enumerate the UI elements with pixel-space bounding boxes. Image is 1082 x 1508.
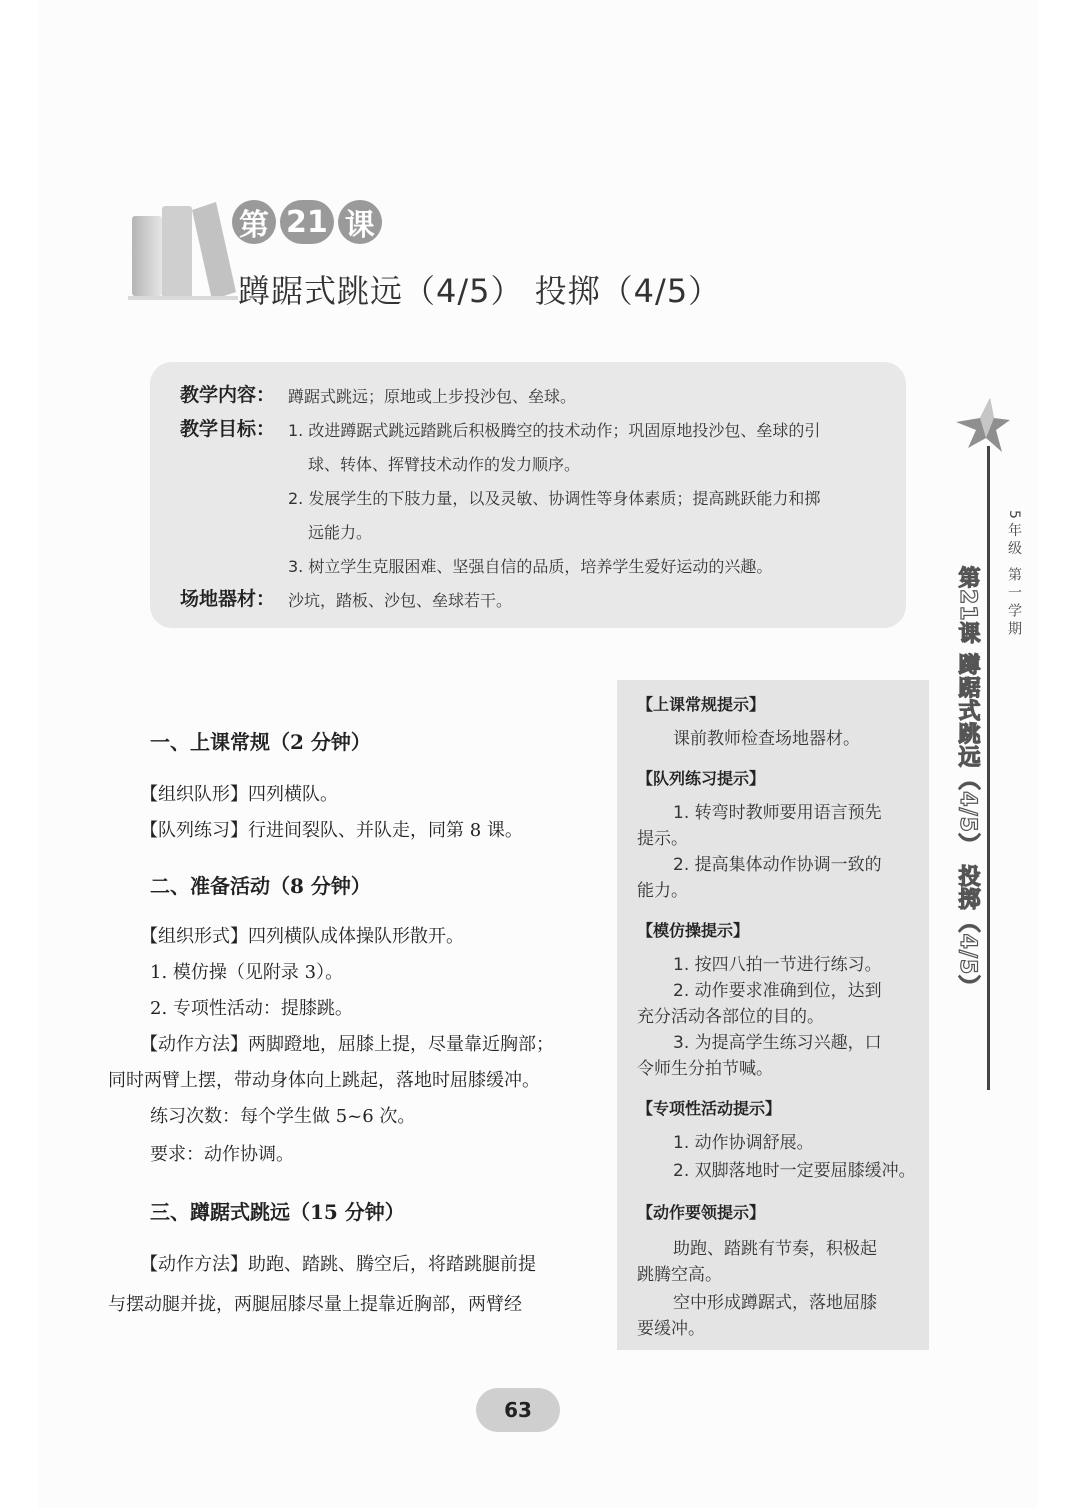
lesson-number-badge	[232, 196, 382, 248]
tip-imitation-3a: 3. 为提高学生练习兴趣，口	[673, 1033, 882, 1053]
tip-drill-1b: 提示。	[637, 829, 688, 849]
star-icon	[950, 396, 1010, 454]
lesson-number: 21	[280, 200, 334, 244]
goal-2a: 2. 发展学生的下肢力量，以及灵敏、协调性等身体素质；提高跳跃能力和掷	[288, 489, 821, 508]
section-heading-warmup: 二、准备活动（8 分钟）	[150, 874, 371, 898]
goal-1b: 球、转体、挥臂技术动作的发力顺序。	[308, 455, 581, 474]
routine-drill: 【队列练习】行进间裂队、并队走，同第 8 课。	[140, 820, 523, 841]
warmup-item-2: 2. 专项性活动：提膝跳。	[150, 998, 353, 1019]
longjump-method-a: 【动作方法】助跑、踏跳、腾空后，将踏跳腿前提	[140, 1254, 536, 1275]
equipment-row	[180, 584, 512, 617]
margin-divider	[987, 446, 990, 1090]
tip-heading-special: 【专项性活动提示】	[637, 1099, 782, 1118]
goal-1a: 1. 改进蹲踞式跳远踏跳后积极腾空的技术动作；巩固原地投沙包、垒球的引	[288, 421, 821, 440]
goal-row	[180, 414, 820, 447]
tip-heading-key-points: 【动作要领提示】	[637, 1203, 766, 1222]
tip-special-1: 1. 动作协调舒展。	[673, 1133, 814, 1153]
tip-key-1b: 跳腾空高。	[637, 1265, 722, 1285]
section-heading-routine: 一、上课常规（2 分钟）	[150, 730, 371, 754]
tip-key-1a: 助跑、踏跳有节奏，积极起	[673, 1239, 877, 1259]
tip-key-2b: 要缓冲。	[637, 1319, 705, 1339]
lesson-title: 蹲踞式跳远（4/5） 投掷（4/5）	[238, 272, 722, 310]
tip-heading-imitation: 【模仿操提示】	[637, 921, 750, 940]
lesson-prefix: 第	[232, 200, 276, 244]
vertical-lesson-title: 第21课 蹲踞式跳远（4/5） 投掷（4/5）	[955, 566, 980, 999]
tip-heading-drill: 【队列练习提示】	[637, 769, 766, 788]
longjump-method-b: 与摆动腿并拢，两腿屈膝尽量上提靠近胸部，两臂经	[108, 1294, 522, 1315]
tip-imitation-1: 1. 按四八拍一节进行练习。	[673, 955, 882, 975]
section-heading-longjump: 三、蹲踞式跳远（15 分钟）	[150, 1200, 405, 1224]
warmup-item-1: 1. 模仿操（见附录 3）。	[150, 962, 344, 983]
tip-heading-routine: 【上课常规提示】	[637, 695, 766, 714]
routine-formation: 【组织队形】四列横队。	[140, 784, 338, 805]
goal-label: 教学目标：	[180, 418, 276, 440]
grade-term-label: 5年级 第一学期	[1006, 510, 1022, 640]
warmup-form: 【组织形式】四列横队成体操队形散开。	[140, 926, 464, 947]
goal-2b: 远能力。	[308, 523, 373, 542]
equipment-text: 沙坑，踏板、沙包、垒球若干。	[288, 591, 513, 610]
tip-special-2: 2. 双脚落地时一定要屈膝缓冲。	[673, 1161, 916, 1181]
tip-drill-1a: 1. 转弯时教师要用语言预先	[673, 803, 882, 823]
tip-key-2a: 空中形成蹲踞式，落地屈膝	[673, 1293, 877, 1313]
tip-imitation-2b: 充分活动各部位的目的。	[637, 1007, 824, 1027]
warmup-reps: 练习次数：每个学生做 5~6 次。	[150, 1106, 416, 1127]
warmup-method-a: 【动作方法】两脚蹬地，屈膝上提，尽量靠近胸部；	[140, 1034, 554, 1055]
tip-drill-2a: 2. 提高集体动作协调一致的	[673, 855, 882, 875]
tip-routine-1: 课前教师检查场地器材。	[673, 729, 860, 749]
tip-drill-2b: 能力。	[637, 881, 688, 901]
summary-box	[150, 362, 906, 628]
lesson-suffix: 课	[338, 200, 382, 244]
page-number: 63	[476, 1388, 560, 1432]
warmup-method-b: 同时两臂上摆，带动身体向上跳起，落地时屈膝缓冲。	[108, 1070, 540, 1091]
books-icon	[128, 196, 238, 304]
content-text: 蹲踞式跳远；原地或上步投沙包、垒球。	[288, 387, 577, 406]
content-label: 教学内容：	[180, 384, 276, 406]
tip-imitation-3b: 令师生分拍节喊。	[637, 1059, 773, 1079]
warmup-requirement: 要求：动作协调。	[150, 1144, 294, 1165]
goal-3: 3. 树立学生克服困难、坚强自信的品质，培养学生爱好运动的兴趣。	[288, 557, 773, 576]
content-row	[180, 380, 576, 413]
equipment-label: 场地器材：	[180, 588, 276, 610]
tips-panel	[617, 680, 929, 1350]
tip-imitation-2a: 2. 动作要求准确到位，达到	[673, 981, 882, 1001]
